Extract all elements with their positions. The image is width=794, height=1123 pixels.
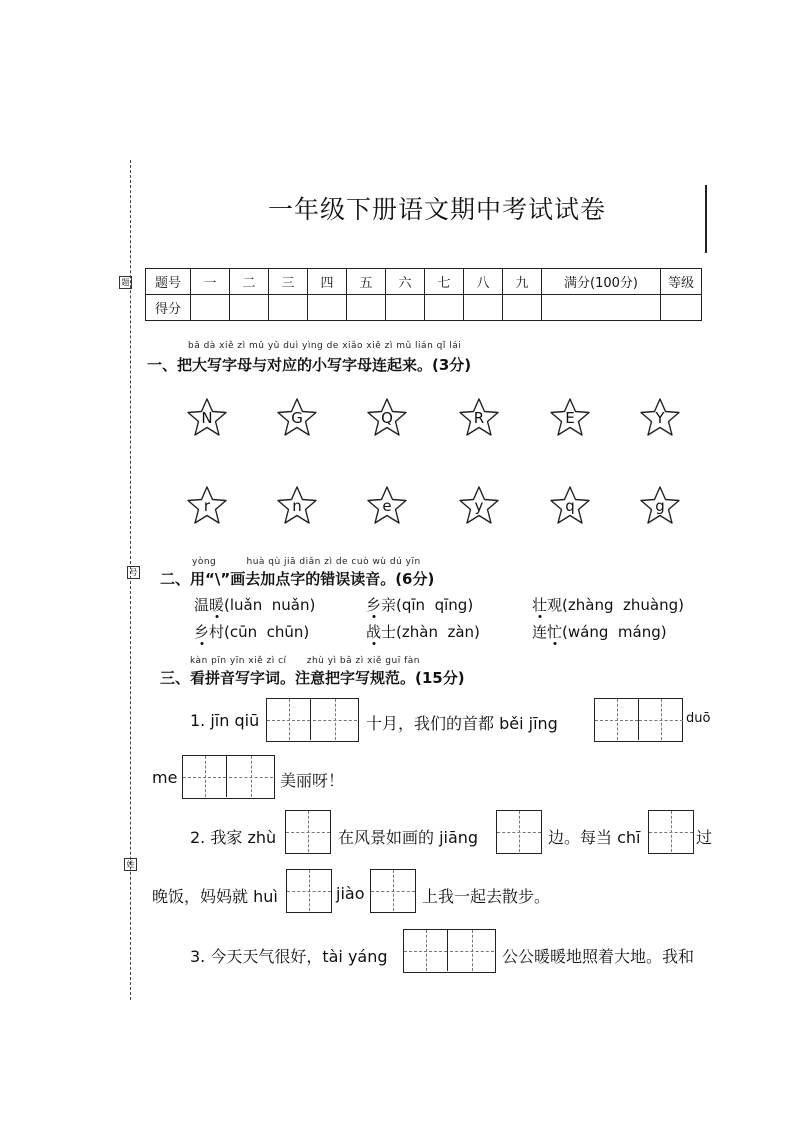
section1-heading: 一、把大写字母与对应的小写字母连起来。(3分) — [147, 356, 472, 374]
q2-text-g: 上我一起去散步。 — [422, 887, 551, 906]
item-text: 温 — [194, 596, 210, 614]
dotted-char: 暖 — [209, 596, 225, 614]
section3-heading: 三、看拼音写字词。注意把字写规范。(15分) — [160, 669, 465, 687]
section2-heading: 二、用“\”画去加点字的错误读音。(6分) — [160, 570, 435, 588]
score-cell[interactable] — [386, 295, 425, 321]
table-cell: 八 — [464, 269, 503, 295]
reading-item[interactable] — [532, 621, 667, 642]
q2-text-c: 边。每当 chī — [548, 828, 641, 847]
lower-star[interactable] — [185, 484, 229, 528]
lower-star[interactable] — [457, 484, 501, 528]
table-cell: 三 — [269, 269, 308, 295]
section3-pinyin: kàn pīn yīn xiě zì cí zhù yì bǎ zì xiě guī fàn — [190, 656, 420, 666]
lower-star[interactable] — [275, 484, 319, 528]
item-options: 观(zhàng zhuàng) — [547, 596, 684, 614]
upper-star[interactable] — [638, 396, 682, 440]
q2-text-a: 2. 我家 zhù — [190, 828, 277, 847]
table-cell: 题号 — [146, 269, 191, 295]
upper-star[interactable] — [548, 396, 592, 440]
score-table-score-row — [146, 295, 702, 321]
q1-text-e: 美丽呀！ — [280, 771, 345, 790]
table-cell: 六 — [386, 269, 425, 295]
upper-letter: Q — [381, 409, 393, 427]
score-cell[interactable] — [503, 295, 542, 321]
score-table-header-row — [146, 269, 702, 295]
upper-star[interactable] — [185, 396, 229, 440]
reading-item[interactable] — [366, 621, 480, 642]
lower-letter: e — [382, 497, 392, 515]
dotted-char: 乡 — [366, 596, 382, 614]
lower-letter: y — [474, 497, 484, 515]
lower-letter: n — [292, 497, 302, 515]
score-cell[interactable] — [661, 295, 702, 321]
q3-text-b: 公公暖暖地照着大地。我和 — [502, 947, 695, 966]
lower-star[interactable] — [548, 484, 592, 528]
lower-letter: r — [203, 497, 211, 515]
item-options: (wáng máng) — [562, 623, 667, 641]
reading-item[interactable] — [194, 594, 315, 615]
score-table — [145, 268, 702, 321]
q1-text-c: duō — [686, 711, 711, 726]
table-cell: 满分(100分) — [542, 269, 661, 295]
writing-grid[interactable] — [496, 810, 542, 854]
table-cell: 一 — [191, 269, 230, 295]
q3-text-a: 3. 今天天气很好，tài yáng — [190, 947, 388, 966]
margin-rule — [705, 185, 707, 253]
q1-text-a: 1. jīn qiū — [190, 711, 260, 730]
score-cell[interactable] — [269, 295, 308, 321]
writing-grid[interactable] — [648, 810, 694, 854]
writing-grid[interactable] — [266, 698, 359, 742]
dotted-char: 乡 — [194, 623, 210, 641]
item-options: 亲(qīn qīng) — [381, 596, 474, 614]
writing-grid[interactable] — [182, 755, 275, 799]
section1-pinyin: bǎ dà xiě zì mǔ yǔ duì yìng de xiǎo xiě zì mǔ lián qǐ lái — [188, 341, 462, 351]
item-options: (luǎn nuǎn) — [224, 596, 316, 614]
score-cell[interactable] — [425, 295, 464, 321]
table-cell: 得分 — [146, 295, 191, 321]
score-cell[interactable] — [191, 295, 230, 321]
upper-letter: E — [565, 409, 575, 427]
upper-star[interactable] — [457, 396, 501, 440]
q2-text-d: 过 — [696, 828, 713, 847]
upper-star[interactable] — [365, 396, 409, 440]
q2-text-e: 晚饭，妈妈就 huì — [152, 887, 278, 906]
writing-grid[interactable] — [286, 869, 332, 913]
table-cell: 等级 — [661, 269, 702, 295]
writing-grid[interactable] — [403, 929, 496, 973]
writing-grid[interactable] — [594, 698, 683, 742]
writing-grid[interactable] — [285, 810, 331, 854]
score-cell[interactable] — [230, 295, 269, 321]
section2-pinyin: yòng huà qù jiā diǎn zì de cuò wù dú yīn — [192, 557, 421, 567]
upper-letter: Y — [655, 409, 665, 427]
reading-item[interactable] — [366, 594, 473, 615]
score-cell[interactable] — [542, 295, 661, 321]
table-cell: 二 — [230, 269, 269, 295]
lower-letter: g — [655, 497, 665, 515]
upper-star[interactable] — [275, 396, 319, 440]
side-mark-3: 姓 — [124, 858, 137, 871]
score-cell[interactable] — [464, 295, 503, 321]
table-cell: 九 — [503, 269, 542, 295]
table-cell: 五 — [347, 269, 386, 295]
page-title: 一年级下册语文期中考试试卷 — [268, 195, 607, 224]
upper-letter: N — [201, 409, 213, 427]
lower-star[interactable] — [638, 484, 682, 528]
writing-grid[interactable] — [370, 869, 416, 913]
upper-letter: G — [291, 409, 303, 427]
score-cell[interactable] — [308, 295, 347, 321]
reading-item[interactable] — [194, 621, 309, 642]
item-options: 村(cūn chūn) — [209, 623, 310, 641]
dotted-char: 壮 — [532, 596, 548, 614]
q1-text-d: me — [152, 768, 178, 787]
lower-letter: q — [565, 497, 575, 515]
reading-item[interactable] — [532, 594, 684, 615]
score-cell[interactable] — [347, 295, 386, 321]
dotted-char: 忙 — [547, 623, 563, 641]
side-mark-2: 号 — [127, 566, 140, 579]
side-mark-1: 题 — [119, 276, 132, 289]
lower-star[interactable] — [365, 484, 409, 528]
dotted-char: 战 — [366, 623, 382, 641]
upper-letter: R — [473, 409, 485, 427]
q2-text-f: jiào — [336, 884, 365, 903]
item-text: 连 — [532, 623, 548, 641]
item-options: 士(zhàn zàn) — [381, 623, 480, 641]
q2-text-b: 在风景如画的 jiāng — [338, 828, 479, 847]
table-cell: 四 — [308, 269, 347, 295]
table-cell: 七 — [425, 269, 464, 295]
q1-text-b: 十月，我们的首都 běi jīng — [366, 714, 558, 733]
